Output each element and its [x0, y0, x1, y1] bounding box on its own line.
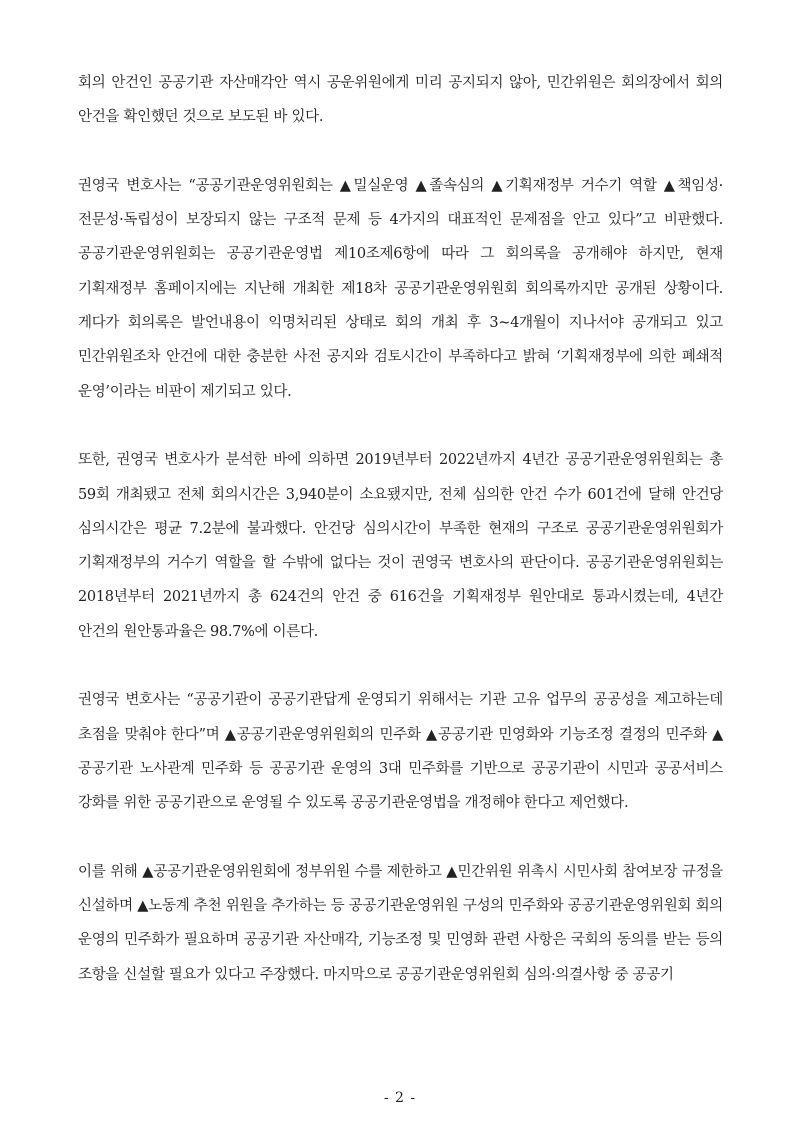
paragraph-5: 이를 위해 ▲공공기관운영위원회에 정부위원 수를 제한하고 ▲민간위원 위촉시 시민사회 참여보장 규정을 신설하며 ▲노동계 추천 위원을 추가하는 등 공공기관운영위원 구성의 민주화와 공공기관운영위원회 회의 운영의 민주화가 필요하며 공공기관 자산매각, 기능조정 및 민영화 관련 사항은 국회의 동의를 받는 등의 조항을 신설할 필요가 있다고 주장했다. 마지막으로 공공기관운영위원회 심의·의결사항 중 공공기: [78, 863, 723, 983]
paragraph-3: 또한, 권영국 변호사가 분석한 바에 의하면 2019년부터 2022년까지 4년간 공공기관운영위원회는 총 59회 개최됐고 전체 회의시간은 3,940분이 소요됐지만, 전체 심의한 안건 수가 601건에 달해 안건당 심의시간은 평균 7.2분에 불과했다. 안건당 심의시간이 부족한 현재의 구조로 공공기관운영위원회가 기획재정부의 거수기 역할을 할 수밖에 없다는 것이 권영국 변호사의 판단이다. 공공기관운영위원회는 2018년부터 2021년까지 총 624건의 안건 중 616건을 기획재정부 원안대로 통과시켰는데, 4년간 안건의 원안통과율은 98.7%에 이른다.: [78, 452, 723, 640]
document-body: [78, 66, 723, 1026]
paragraph-4: 권영국 변호사는 “공공기관이 공공기관답게 운영되기 위해서는 기관 고유 업무의 공공성을 제고하는데 초점을 맞춰야 한다”며 ▲공공기관운영위원회의 민주화 ▲공공기관 민영화와 기능조정 결정의 민주화 ▲공공기관 노사관계 민주화 등 공공기관 운영의 3대 민주화를 기반으로 공공기관이 시민과 공공서비스 강화를 위한 공공기관으로 운영될 수 있도록 공공기관운영법을 개정해야 한다고 제언했다.: [78, 692, 723, 812]
paragraph-2: 권영국 변호사는 “공공기관운영위원회는 ▲밀실운영 ▲졸속심의 ▲기획재정부 거수기 역할 ▲책임성·전문성·독립성이 보장되지 않는 구조적 문제 등 4가지의 대표적인 문제점을 안고 있다”고 비판했다. 공공기관운영위원회는 공공기관운영법 제10조제6항에 따라 그 회의록을 공개해야 하지만, 현재 기획재정부 홈페이지에는 지난해 개최한 제18차 공공기관운영위원회 회의록까지만 공개된 상황이다. 게다가 회의록은 발언내용이 익명처리된 상태로 회의 개최 후 3~4개월이 지나서야 공개되고 있고 민간위원조차 안건에 대한 충분한 사전 공지와 검토시간이 부족하다고 밝혀 ‘기획재정부에 의한 폐쇄적 운영’이라는 비판이 제기되고 있다.: [78, 177, 723, 400]
page-number: - 2 -: [383, 1090, 417, 1106]
paragraph-1: 회의 안건인 공공기관 자산매각안 역시 공운위원에게 미리 공지되지 않아, 민간위원은 회의장에서 회의 안건을 확인했던 것으로 보도된 바 있다.: [78, 75, 723, 126]
